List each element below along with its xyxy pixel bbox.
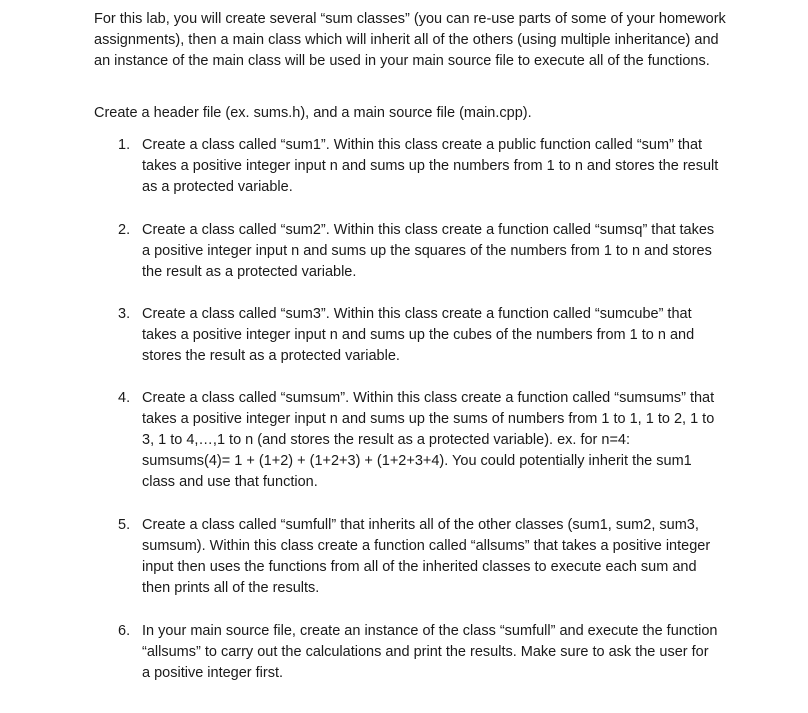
list-item-number: 4. xyxy=(118,390,131,406)
list-item-number: 2. xyxy=(118,222,131,238)
list-item-number: 1. xyxy=(118,137,131,153)
list-item-text: Create a class called “sum1”. Within this class create a public function called “sum” that takes a positive integer input n and sums up the numbers from 1 to n and stores the result as a protected variable. xyxy=(142,137,719,195)
list-item-number: 5. xyxy=(118,517,131,533)
list-item-text: Create a class called “sum3”. Within this class create a function called “sumcube” that takes a positive integer input n and sums up the cubes of the numbers from 1 to n and stores the result as a protected variable. xyxy=(142,306,695,364)
list-item-number: 6. xyxy=(118,623,131,639)
list-item-text: Create a class called “sumsum”. Within this class create a function called “sumsums” that takes a positive integer input n and sums up the sums of numbers from 1 to 1, 1 to 2, 1 to 3, 1 to 4,…,1 to n (and stores the result as a protected variable). ex. for n=4: sumsums(4)= 1 + (1+2) + (1+2+3) + (1+2+3+4). You could potentially inherit the sum1 class and use that function. xyxy=(142,390,715,490)
list-item-text: Create a class called “sum2”. Within this class create a function called “sumsq” that takes a positive integer input n and sums up the squares of the numbers from 1 to n and stores the result as a protected variable. xyxy=(142,222,715,280)
intro-paragraph: For this lab, you will create several “sum classes” (you can re-use parts of some of your homework assignments), then a main class which will inherit all of the others (using multiple inheritance) and an instance of the main class will be used in your main source file to execute all of the functions. xyxy=(94,11,726,69)
list-item-text: Create a class called “sumfull” that inherits all of the other classes (sum1, sum2, sum3, sumsum). Within this class create a function called “allsums” that takes a positive integer input then uses the functions from all of the inherited classes to execute each sum and then prints all of the results. xyxy=(142,517,711,596)
list-item-text: In your main source file, create an instance of the class “sumfull” and execute the function “allsums” to carry out the calculations and print the results. Make sure to ask the user for a positive integer first. xyxy=(142,623,718,681)
header-instruction: Create a header file (ex. sums.h), and a main source file (main.cpp). xyxy=(94,105,532,121)
list-item-number: 3. xyxy=(118,306,131,322)
